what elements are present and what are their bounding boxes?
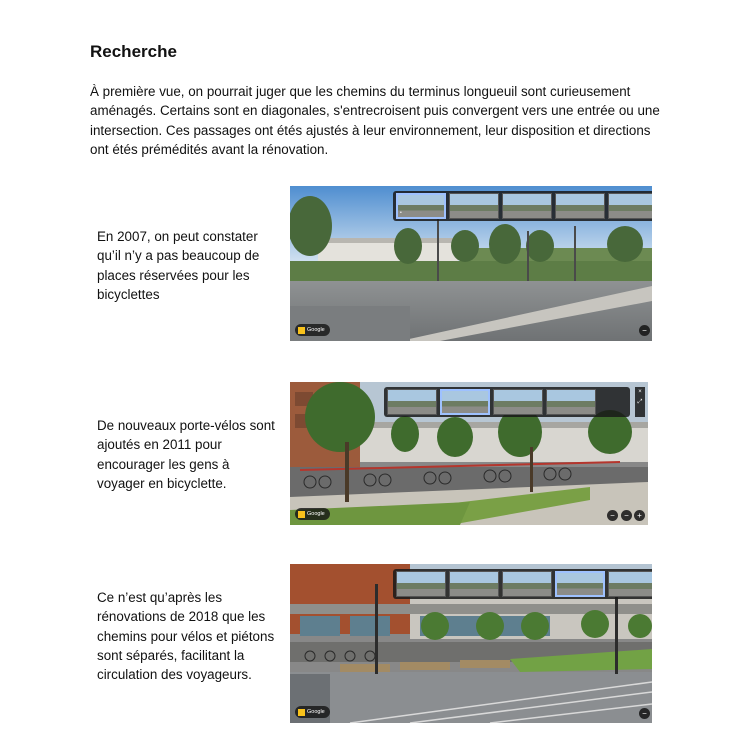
expand-icon[interactable]: ⤢ (637, 399, 643, 405)
intro-paragraph: À première vue, on pourrait juger que les chemins du terminus longueuil sont curieusement aménagés. Certains sont en diagonales, s'entrecroisent puis convergent vers une entrée ou une intersection. Ces passages ont étés ajustés à leur environnement, leur disposition et directions ont étés prémédités avant la rénovation. (90, 84, 660, 157)
thumbnail[interactable] (440, 389, 490, 415)
pegman-icon (298, 709, 305, 716)
page-title: Recherche (90, 42, 177, 61)
thumbnail[interactable] (502, 193, 552, 219)
thumbnail[interactable] (555, 193, 605, 219)
zoom-in-button[interactable]: + (634, 510, 645, 521)
google-badge-label: Google (307, 709, 325, 715)
timeline-filmstrip (393, 569, 652, 599)
thumbnail[interactable] (555, 571, 605, 597)
google-badge-label: Google (307, 511, 325, 517)
zoom-out-button[interactable]: − (639, 708, 650, 719)
street-view-2018[interactable] (290, 564, 652, 723)
thumbnail[interactable] (396, 571, 446, 597)
street-view-2007[interactable] (290, 186, 652, 341)
google-badge[interactable] (295, 706, 330, 718)
caption-2018: Ce n’est qu’après les rénovations de 2018 que les chemins pour vélos et piétons sont séparés, facilitant la circulation des voyageurs. (97, 590, 275, 683)
thumbnail[interactable] (493, 389, 543, 415)
caption-2011: De nouveaux porte-vélos sont ajoutés en 2011 pour encourager les gens à voyager en bicyclette. (97, 418, 275, 491)
google-badge[interactable] (295, 508, 330, 520)
thumbnail[interactable]: • (396, 193, 446, 219)
pegman-icon (298, 511, 305, 518)
street-view-2011[interactable] (290, 382, 648, 525)
pegman-icon (298, 327, 305, 334)
filmstrip-controls (635, 387, 645, 417)
thumbnail[interactable] (387, 389, 437, 415)
caption-2007: En 2007, on peut constater qu’il n’y a pas beaucoup de places réservées pour les bicyclettes (97, 229, 260, 302)
thumbnail[interactable] (502, 571, 552, 597)
compass-button[interactable]: − (607, 510, 618, 521)
zoom-out-button[interactable]: − (621, 510, 632, 521)
close-icon[interactable]: × (638, 389, 642, 395)
timeline-filmstrip (384, 387, 630, 417)
thumbnail[interactable] (449, 571, 499, 597)
thumbnail[interactable] (546, 389, 596, 415)
google-badge-label: Google (307, 327, 325, 333)
timeline-filmstrip (393, 191, 652, 221)
zoom-out-button[interactable]: − (639, 325, 650, 336)
thumbnail[interactable] (449, 193, 499, 219)
thumbnail[interactable] (608, 193, 652, 219)
thumbnail[interactable] (608, 571, 652, 597)
google-badge[interactable] (295, 324, 330, 336)
